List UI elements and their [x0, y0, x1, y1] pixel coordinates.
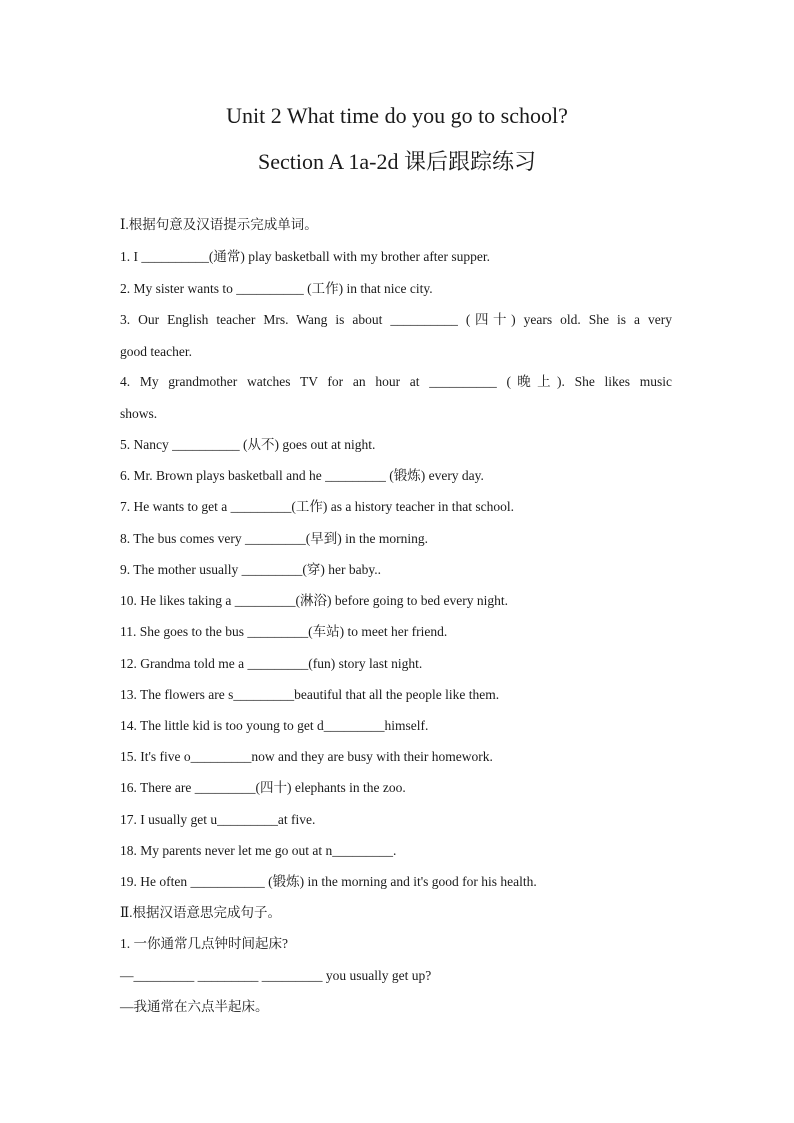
exercise-line: 18. My parents never let me go out at n_________.	[120, 843, 397, 858]
exercise-line: 1. 一你通常几点钟时间起床?	[120, 936, 288, 951]
exercise-line: 7. He wants to get a _________(工作) as a history teacher in that school.	[120, 499, 515, 514]
exercise-line: 15. It's five o_________now and they are busy with their homework.	[120, 749, 493, 764]
exercise-line: 12. Grandma told me a _________(fun) story last night.	[120, 656, 423, 671]
exercise-line: 2. My sister wants to __________ (工作) in that nice city.	[120, 281, 433, 296]
exercise-line: 13. The flowers are s_________beautiful that all the people like them.	[120, 687, 500, 702]
page-subtitle: Section A 1a-2d 课后跟踪练习	[257, 149, 537, 174]
exercise-line: 8. The bus comes very _________(早到) in the morning.	[120, 531, 428, 546]
exercise-line: 1. I __________(通常) play basketball with my brother after supper.	[120, 249, 491, 264]
exercise-line: 19. He often ___________ (锻炼) in the morning and it's good for his health.	[120, 874, 537, 889]
exercise-line: 3. Our English teacher Mrs. Wang is about __________ (四十) years old. She is a very	[120, 312, 672, 327]
exercise-line: 10. He likes taking a _________(淋浴) before going to bed every night.	[120, 593, 509, 608]
exercise-line: 11. She goes to the bus _________(车站) to meet her friend.	[120, 624, 448, 639]
exercise-line: —_________ _________ _________ you usually get up?	[120, 968, 432, 983]
exercise-line: 4. My grandmother watches TV for an hour at __________ (晚上). She likes music	[120, 374, 672, 389]
exercise-line: 6. Mr. Brown plays basketball and he _________ (锻炼) every day.	[120, 468, 484, 483]
exercise-line: 9. The mother usually _________(穿) her baby..	[120, 562, 381, 577]
section-1-heading: Ⅰ.根据句意及汉语提示完成单词。	[120, 217, 318, 232]
page-title: Unit 2 What time do you go to school?	[226, 103, 568, 128]
section-2-heading: Ⅱ.根据汉语意思完成句子。	[120, 905, 282, 920]
exercise-line: 17. I usually get u_________at five.	[120, 812, 316, 827]
exercise-line: 5. Nancy __________ (从不) goes out at night.	[120, 437, 376, 452]
exercise-line: shows.	[120, 406, 158, 421]
exercise-line: good teacher.	[120, 344, 192, 359]
exercise-line: 16. There are _________(四十) elephants in the zoo.	[120, 780, 406, 795]
exercise-line: —我通常在六点半起床。	[120, 999, 269, 1014]
exercise-line: 14. The little kid is too young to get d_________himself.	[120, 718, 429, 733]
